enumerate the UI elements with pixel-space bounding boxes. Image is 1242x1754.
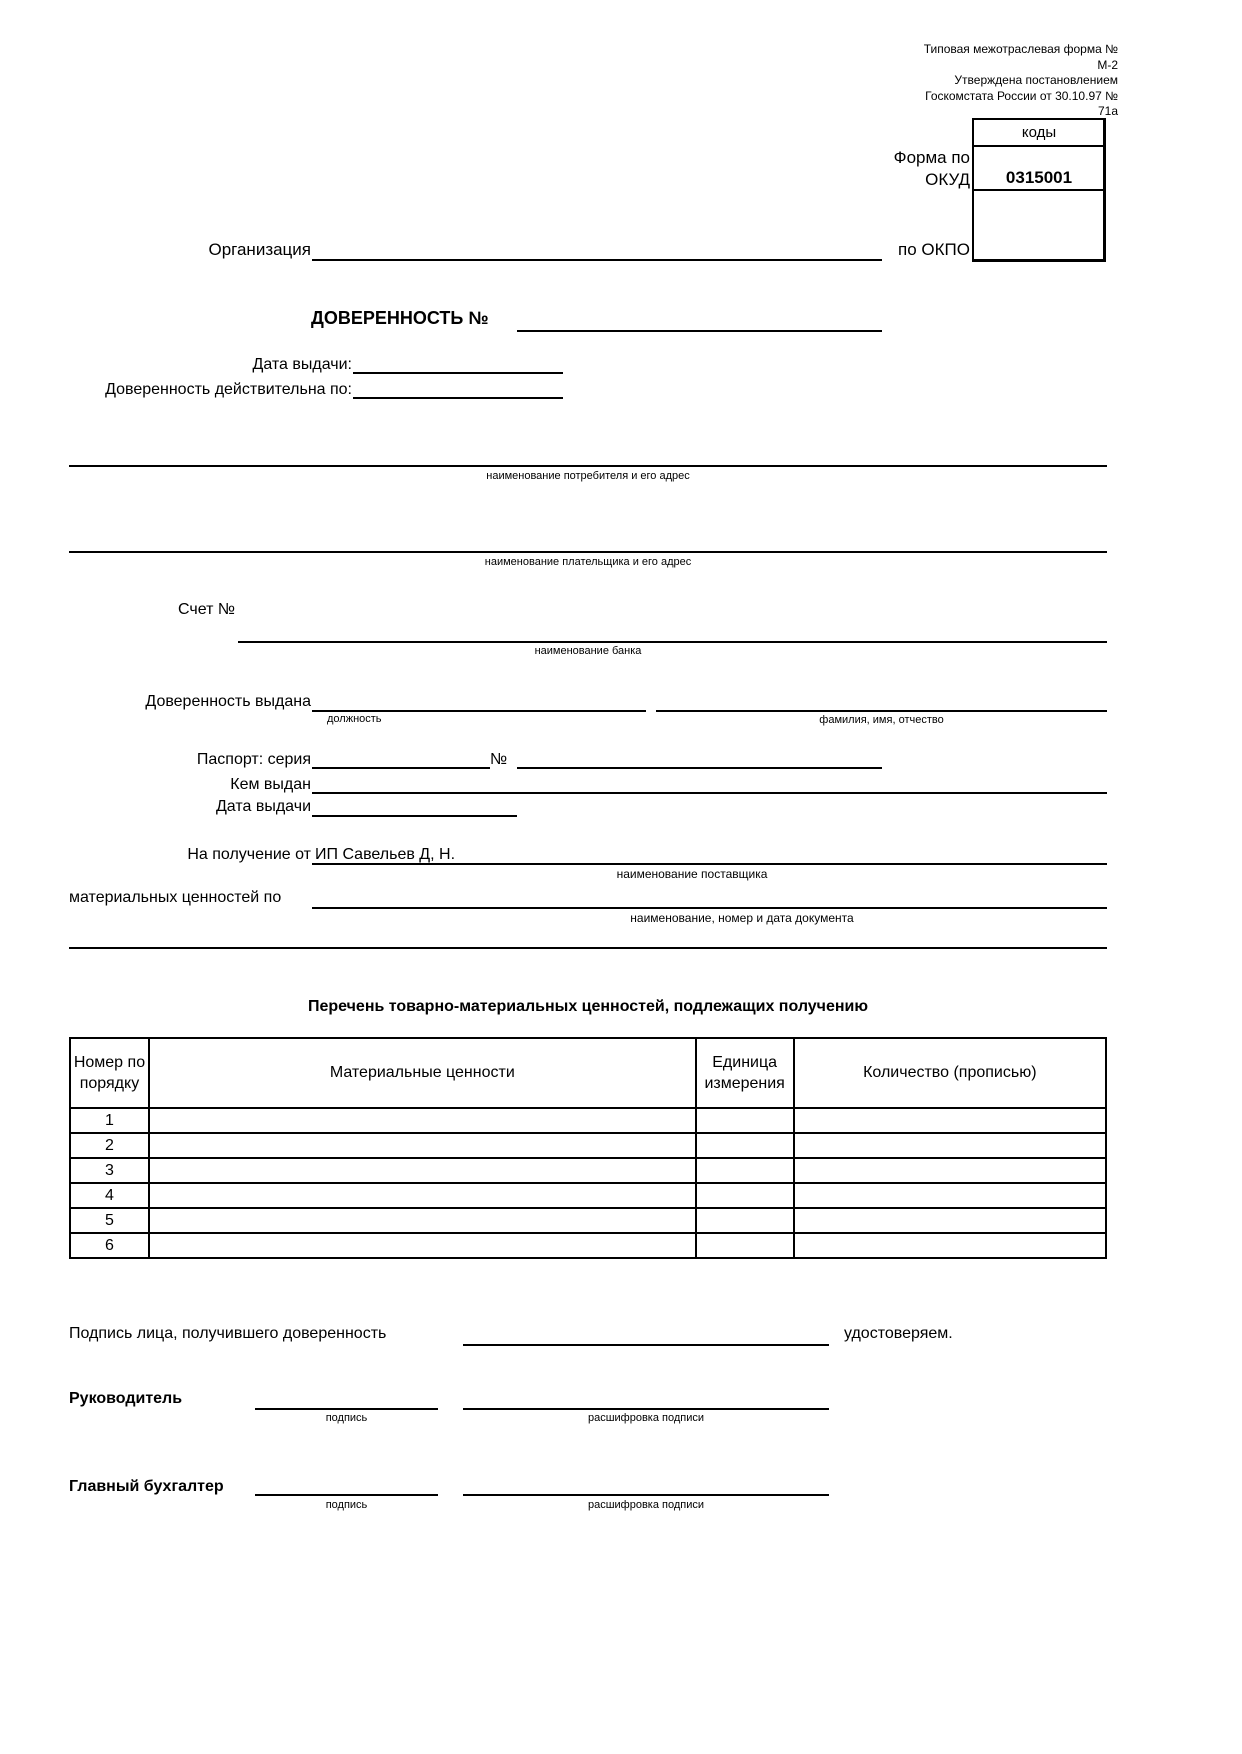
form-header (858, 42, 1118, 120)
passport-series-field[interactable] (312, 767, 490, 769)
form-header-line: М-2 (1097, 57, 1118, 72)
list-title: Перечень товарно-материальных ценностей, подлежащих получению (307, 998, 869, 1015)
signature-label: Подпись лица, получившего доверенность (69, 1325, 387, 1342)
accountant-decode-caption: расшифровка подписи (587, 1499, 705, 1511)
unit-cell[interactable] (696, 1183, 794, 1208)
issued-to-label: Доверенность выдана (145, 693, 311, 710)
doc-title: ДОВЕРЕННОСТЬ № (311, 308, 489, 328)
goods-cell[interactable] (149, 1158, 696, 1183)
receive-from-label: На получение от (187, 846, 311, 863)
quantity-cell[interactable] (794, 1233, 1106, 1258)
table-header-unit (696, 1038, 794, 1108)
passport-date-field[interactable] (312, 815, 517, 817)
fio-field[interactable] (656, 710, 1107, 712)
row-number: 5 (70, 1208, 149, 1233)
form-header-line: 71а (1097, 104, 1118, 118)
supplier-caption: наименование поставщика (616, 867, 768, 881)
issue-date-field[interactable] (353, 372, 563, 374)
supplier-value[interactable]: ИП Савельев Д, Н. (315, 846, 456, 863)
certify-label: удостоверяем. (844, 1325, 953, 1342)
unit-cell[interactable] (696, 1233, 794, 1258)
table-row (70, 1133, 1106, 1158)
table-row (70, 1183, 1106, 1208)
table-row (70, 1233, 1106, 1258)
table-row (70, 1208, 1106, 1233)
row-number: 1 (70, 1108, 149, 1133)
doc-number-field[interactable] (517, 330, 882, 332)
okud-value[interactable]: 0315001 (1005, 168, 1073, 187)
quantity-cell[interactable] (794, 1133, 1106, 1158)
valid-until-field[interactable] (353, 397, 563, 399)
quantity-cell[interactable] (794, 1208, 1106, 1233)
director-label: Руководитель (69, 1390, 183, 1407)
goods-cell[interactable] (149, 1108, 696, 1133)
accountant-sign-caption: подпись (325, 1499, 368, 1511)
valid-until-label: Доверенность действительна по: (105, 381, 352, 398)
table-header-text: порядку (79, 1075, 140, 1092)
account-label: Счет № (178, 601, 236, 618)
table-header-row (70, 1038, 1106, 1108)
accountant-decode-field[interactable] (463, 1494, 829, 1496)
payer-field[interactable] (69, 551, 1107, 553)
position-caption: должность (327, 713, 382, 725)
goods-label: материальных ценностей по (69, 889, 282, 906)
codes-title: коды (1021, 124, 1057, 141)
quantity-cell[interactable] (794, 1183, 1106, 1208)
form-okud-label: Форма по (893, 148, 970, 167)
form-header-line: Типовая межотраслевая форма № (923, 42, 1118, 56)
director-decode-caption: расшифровка подписи (587, 1412, 705, 1424)
quantity-cell[interactable] (794, 1158, 1106, 1183)
table-row (70, 1158, 1106, 1183)
unit-cell[interactable] (696, 1208, 794, 1233)
table-header-text: измерения (704, 1075, 785, 1092)
row-number: 4 (70, 1183, 149, 1208)
issued-by-label: Кем выдан (230, 776, 311, 793)
row-number: 6 (70, 1233, 149, 1258)
table-header-goods: Материальные ценности (149, 1038, 696, 1108)
passport-number-field[interactable] (517, 767, 882, 769)
okpo-value[interactable] (972, 191, 1106, 261)
organization-label: Организация (208, 240, 311, 259)
table-header-text: Единица (712, 1054, 778, 1071)
goods-table (69, 1037, 1107, 1259)
table-header-number (70, 1038, 149, 1108)
goods-cell[interactable] (149, 1183, 696, 1208)
okpo-label: по ОКПО (898, 240, 970, 259)
document-field[interactable] (312, 907, 1107, 909)
issued-by-field[interactable] (312, 792, 1107, 794)
supplier-field (312, 863, 1107, 865)
unit-cell[interactable] (696, 1108, 794, 1133)
accountant-sign-field[interactable] (255, 1494, 438, 1496)
bank-field[interactable] (238, 641, 1107, 643)
chief-accountant-label: Главный бухгалтер (69, 1478, 224, 1495)
document-field-extra[interactable] (69, 947, 1107, 949)
organization-field[interactable] (312, 259, 882, 261)
director-sign-caption: подпись (325, 1412, 368, 1424)
unit-cell[interactable] (696, 1158, 794, 1183)
consumer-field[interactable] (69, 465, 1107, 467)
passport-label: Паспорт: серия (196, 751, 311, 768)
row-number: 3 (70, 1158, 149, 1183)
table-header-text: Номер по (73, 1054, 146, 1071)
table-header-quantity: Количество (прописью) (794, 1038, 1106, 1108)
fio-caption: фамилия, имя, отчество (819, 714, 944, 726)
number-sign: № (490, 751, 508, 768)
bank-caption: наименование банка (534, 645, 642, 657)
row-number: 2 (70, 1133, 149, 1158)
goods-cell[interactable] (149, 1233, 696, 1258)
passport-date-label: Дата выдачи (215, 798, 311, 815)
issue-date-label: Дата выдачи: (252, 356, 352, 373)
form-okud-label: ОКУД (925, 170, 970, 189)
payer-caption: наименование плательщика и его адрес (484, 556, 692, 568)
director-sign-field[interactable] (255, 1408, 438, 1410)
director-decode-field[interactable] (463, 1408, 829, 1410)
unit-cell[interactable] (696, 1133, 794, 1158)
signature-field[interactable] (463, 1344, 829, 1346)
form-header-line: Утверждена постановлением (954, 73, 1118, 87)
table-row (70, 1108, 1106, 1133)
goods-cell[interactable] (149, 1208, 696, 1233)
goods-cell[interactable] (149, 1133, 696, 1158)
document-caption: наименование, номер и дата документа (630, 911, 854, 925)
consumer-caption: наименование потребителя и его адрес (486, 470, 690, 482)
codes-divider (972, 145, 1106, 147)
form-header-line: Госкомстата России от 30.10.97 № (925, 88, 1118, 103)
quantity-cell[interactable] (794, 1108, 1106, 1133)
position-field[interactable] (312, 710, 646, 712)
